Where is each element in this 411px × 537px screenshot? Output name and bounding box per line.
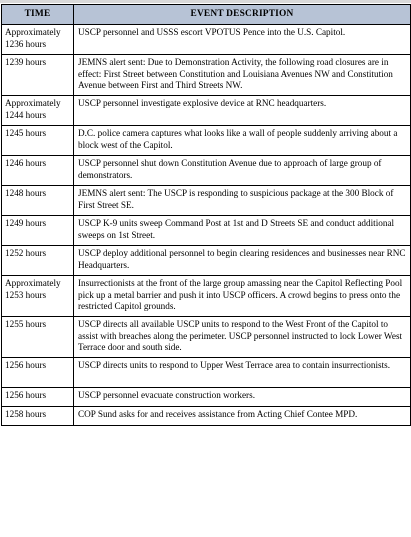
table-row [2,358,411,388]
header-row [2,5,411,25]
event-timeline-table [1,4,411,426]
time-cell: 1239 hours [2,55,74,96]
table-row [2,186,411,216]
table-row [2,96,411,126]
table-row [2,276,411,317]
time-cell: 1256 hours [2,358,74,388]
table-row [2,216,411,246]
time-cell: 1256 hours [2,388,74,407]
description-cell: USCP directs all available USCP units to respond to the West Front of the Capitol to assist with breaches along the perimeter. USCP personnel instructed to lock Lower West Terrace door and south side. [74,317,411,358]
table-row [2,126,411,156]
description-cell: COP Sund asks for and receives assistance from Acting Chief Contee MPD. [74,407,411,426]
description-cell: USCP deploy additional personnel to begin clearing residences and businesses near RNC Headquarters. [74,246,411,276]
table-row [2,317,411,358]
table-row [2,246,411,276]
event-description-column-header: EVENT DESCRIPTION [74,5,411,25]
table-header [2,5,411,25]
time-cell: Approximately 1236 hours [2,25,74,55]
time-cell: 1252 hours [2,246,74,276]
table-row [2,407,411,426]
description-cell: Insurrectionists at the front of the large group amassing near the Capitol Reflecting Pool pick up a metal barrier and push it into USCP officers. A crowd begins to press onto the restricted Capitol grounds. [74,276,411,317]
description-cell: JEMNS alert sent: The USCP is responding to suspicious package at the 300 Block of First Street SE. [74,186,411,216]
time-cell: 1249 hours [2,216,74,246]
table-row [2,55,411,96]
time-cell: Approximately 1244 hours [2,96,74,126]
time-cell: 1248 hours [2,186,74,216]
time-cell: 1246 hours [2,156,74,186]
time-cell: Approximately 1253 hours [2,276,74,317]
description-cell: USCP personnel investigate explosive device at RNC headquarters. [74,96,411,126]
description-cell: D.C. police camera captures what looks like a wall of people suddenly arriving about a block west of the Capitol. [74,126,411,156]
top-rule [0,0,411,3]
time-cell: 1258 hours [2,407,74,426]
description-cell: USCP K-9 units sweep Command Post at 1st and D Streets SE and conduct additional sweeps on 1st Street. [74,216,411,246]
description-cell: USCP personnel evacuate construction workers. [74,388,411,407]
description-cell: USCP personnel and USSS escort VPOTUS Pence into the U.S. Capitol. [74,25,411,55]
table-row [2,25,411,55]
table-row [2,388,411,407]
table-row [2,156,411,186]
time-cell: 1245 hours [2,126,74,156]
time-column-header: TIME [2,5,74,25]
description-cell: USCP personnel shut down Constitution Avenue due to approach of large group of demonstrators. [74,156,411,186]
time-cell: 1255 hours [2,317,74,358]
table-body [2,25,411,426]
description-cell: USCP directs units to respond to Upper West Terrace area to contain insurrectionists. [74,358,411,388]
description-cell: JEMNS alert sent: Due to Demonstration Activity, the following road closures are in effect: First Street between Constitution and Louisiana Avenues NW and Constitution Avenue between First and Third Streets NW. [74,55,411,96]
